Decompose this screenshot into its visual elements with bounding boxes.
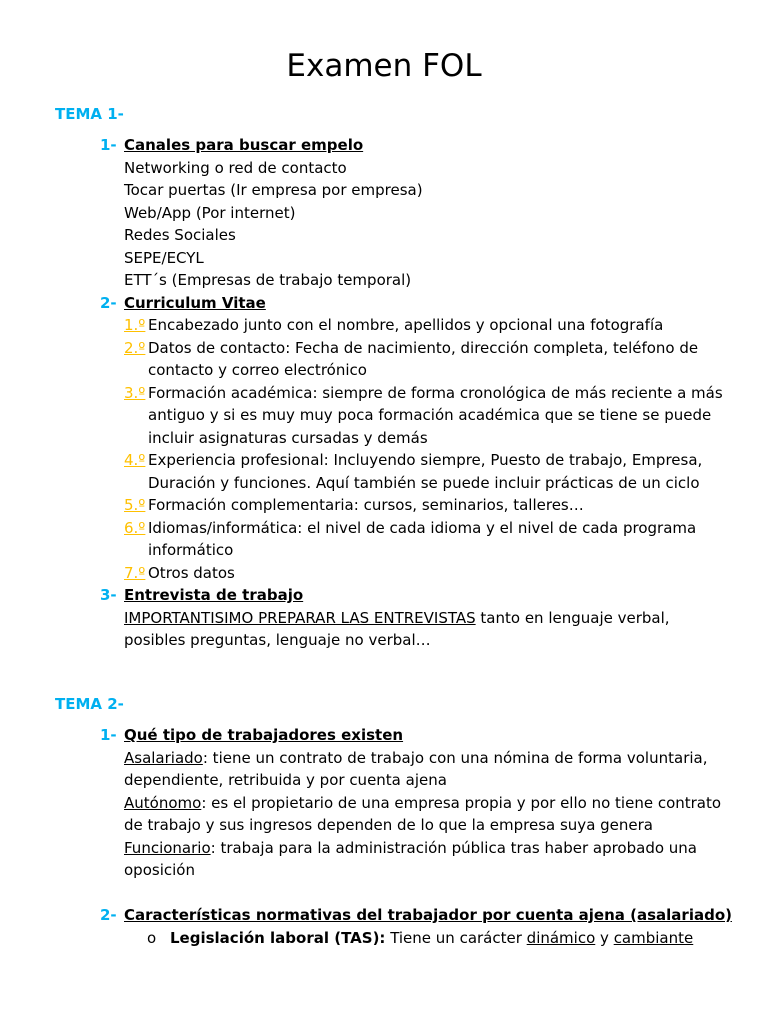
cv-item-text: Duración y funciones. Aquí también se puede incluir prácticas de un ciclo — [148, 473, 700, 492]
section-number: 2- — [100, 293, 117, 312]
text-fragment: : es el propietario de una empresa propia y por ello no tiene contrato — [201, 793, 722, 812]
text-row — [0, 179, 768, 202]
cv-item — [0, 382, 768, 405]
section-heading: Entrevista de trabajo — [124, 586, 304, 604]
text-line: ETT´s (Empresas de trabajo temporal) — [124, 271, 412, 289]
cv-item — [0, 494, 768, 517]
text-line: SEPE/ECYL — [124, 248, 204, 267]
tema-1-heading: TEMA 1- — [55, 105, 124, 123]
emphasis-text: IMPORTANTISIMO PREPARAR LAS ENTREVISTAS — [124, 608, 476, 627]
text-fragment: Tiene un carácter — [385, 928, 527, 947]
cv-item-number: 3.º — [124, 383, 146, 402]
cv-item — [0, 449, 768, 472]
text-row — [0, 224, 768, 247]
text-line — [124, 747, 707, 770]
cv-item-text: antiguo y si es muy muy poca formación académica que se tiene se puede — [148, 406, 712, 424]
section-heading: Qué tipo de trabajadores existen — [124, 726, 404, 744]
cv-item — [0, 337, 768, 360]
text-line — [124, 607, 670, 630]
tema-2-heading: TEMA 2- — [55, 695, 124, 713]
section-number: 2- — [100, 906, 117, 924]
bullet-icon: o — [147, 928, 157, 947]
cv-item-continuation — [0, 539, 768, 562]
cv-item-text: Formación complementaria: cursos, seminarios, talleres… — [148, 496, 584, 514]
text-line: dependiente, retribuida y por cuenta ajena — [124, 771, 447, 789]
text-line: de trabajo y sus ingresos dependen de lo que la empresa suya genera — [124, 816, 653, 834]
cv-item-text: Encabezado junto con el nombre, apellidos y opcional una fotografía — [148, 316, 664, 334]
text-row — [0, 837, 768, 860]
text-row — [0, 202, 768, 225]
cv-item-text: contacto y correo electrónico — [148, 361, 367, 379]
cv-item-text: informático — [148, 541, 234, 559]
document-title: Examen FOL — [286, 48, 482, 84]
section-number: 3- — [100, 586, 117, 604]
text-line: oposición — [124, 861, 195, 879]
text-row — [0, 607, 768, 630]
text-fragment: : trabaja para la administración pública tras haber aprobado una — [210, 838, 697, 857]
tema1-section-1 — [0, 134, 768, 652]
emphasis-word: dinámico — [526, 928, 596, 947]
text-row — [0, 157, 768, 180]
cv-item-text: Idiomas/informática: el nivel de cada idioma y el nivel de cada programa — [148, 518, 697, 537]
section-heading: Canales para buscar empelo — [124, 136, 364, 154]
cv-item-continuation — [0, 404, 768, 427]
cv-item — [0, 314, 768, 337]
text-row — [0, 792, 768, 815]
text-fragment: y — [595, 928, 614, 947]
cv-item-text: Experiencia profesional: Incluyendo siempre, Puesto de trabajo, Empresa, — [148, 451, 703, 469]
text-line: Networking o red de contacto — [124, 158, 347, 177]
cv-item-number: 7.º — [124, 563, 146, 582]
term: Funcionario — [124, 838, 211, 857]
cv-item-text: Otros datos — [148, 563, 235, 582]
cv-item-number: 2.º — [124, 338, 146, 357]
text-row — [0, 247, 768, 270]
section-heading: Características normativas del trabajador por cuenta ajena (asalariado) — [124, 906, 732, 924]
cv-item — [0, 562, 768, 585]
tema2-section-2 — [0, 904, 768, 949]
text-line: Tocar puertas (Ir empresa por empresa) — [124, 181, 423, 199]
cv-item-text: Datos de contacto: Fecha de nacimiento, dirección completa, teléfono de — [148, 338, 699, 357]
text-line — [124, 837, 697, 860]
section-heading-row — [0, 584, 768, 607]
text-line: Web/App (Por internet) — [124, 203, 296, 222]
bullet-text — [170, 927, 693, 950]
text-row — [0, 747, 768, 770]
section-heading-row — [0, 292, 768, 315]
section-number: 1- — [100, 136, 117, 154]
text-row — [0, 859, 768, 882]
term: Asalariado — [124, 748, 203, 767]
text-row — [0, 769, 768, 792]
cv-item-number: 4.º — [124, 451, 146, 469]
bullet-row — [0, 927, 768, 950]
cv-item-number: 6.º — [124, 518, 146, 537]
section-heading-row — [0, 724, 768, 747]
emphasis-word: cambiante — [613, 928, 694, 947]
term: Autónomo — [124, 793, 202, 812]
bullet-label: Legislación laboral (TAS): — [170, 928, 386, 947]
text-line — [124, 792, 721, 815]
cv-item-continuation — [0, 472, 768, 495]
cv-item-number: 1.º — [124, 316, 146, 334]
cv-item-text: Formación académica: siempre de forma cronológica de más reciente a más — [148, 383, 723, 402]
text-row — [0, 269, 768, 292]
cv-item — [0, 517, 768, 540]
cv-item-continuation — [0, 427, 768, 450]
cv-item-text: incluir asignaturas cursadas y demás — [148, 428, 428, 447]
cv-item-continuation — [0, 359, 768, 382]
text-row — [0, 629, 768, 652]
tema2-section-1 — [0, 724, 768, 882]
section-number: 1- — [100, 726, 117, 744]
text-line: Redes Sociales — [124, 226, 236, 244]
section-heading: Curriculum Vitae — [124, 293, 266, 312]
text-row — [0, 814, 768, 837]
text-fragment: tanto en lenguaje verbal, — [475, 608, 670, 627]
cv-item-number: 5.º — [124, 496, 146, 514]
text-line: posibles preguntas, lenguaje no verbal… — [124, 631, 431, 649]
text-fragment: : tiene un contrato de trabajo con una nómina de forma voluntaria, — [202, 748, 708, 767]
section-heading-row — [0, 904, 768, 927]
section-heading-row — [0, 134, 768, 157]
